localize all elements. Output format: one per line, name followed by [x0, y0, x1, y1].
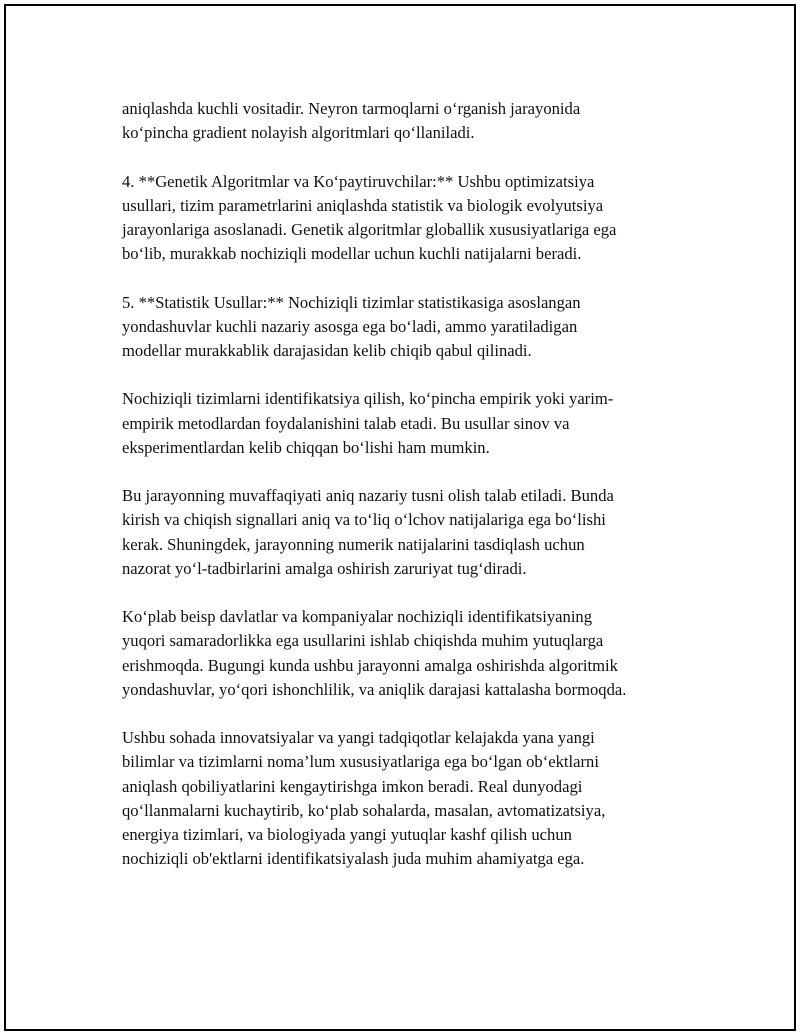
text-line: kerak. Shuningdek, jarayonning numerik natijalarini tasdiqlash uchun: [122, 534, 585, 554]
text-line: bilimlar va tizimlarni noma’lum xususiyatlariga ega bo‘lgan ob‘ektlarni: [122, 752, 599, 772]
paragraph-1: [122, 97, 697, 145]
text-line: usullari, tizim parametrlarini aniqlashda statistik va biologik evolyutsiya: [122, 195, 604, 215]
text-line: energiya tizimlari, va biologiyada yangi yutuqlar kashf qilish uchun: [122, 825, 572, 844]
text-line: eksperimentlardan kelib chiqqan bo‘lishi ham mumkin.: [122, 437, 490, 457]
paragraph-5: [122, 484, 697, 581]
text-line: modellar murakkablik darajasidan kelib chiqib qabul qilinadi.: [122, 341, 532, 360]
text-line: yuqori samaradorlikka ega usullarini ishlab chiqishda muhim yutuqlarga: [122, 631, 604, 651]
text-line: yondashuvlar kuchli nazariy asosga ega bo‘ladi, ammo yaratiladigan: [122, 316, 578, 336]
text-line: kirish va chiqish signallari aniq va to‘liq o‘lchov natijalariga ega bo‘lishi: [122, 510, 606, 530]
text-line: Ushbu sohada innovatsiyalar va yangi tadqiqotlar kelajakda yana yangi: [122, 728, 595, 748]
text-line: Bu jarayonning muvaffaqiyati aniq nazariy tusni olish talab etiladi. Bunda: [122, 486, 614, 506]
text-line: ko‘pincha gradient nolayish algoritmlari qo‘llaniladi.: [122, 123, 475, 143]
text-line: yondashuvlar, yo‘qori ishonchlilik, va aniqlik darajasi kattalasha bormoqda.: [122, 679, 627, 699]
text-line: aniqlashda kuchli vositadir. Neyron tarmoqlarni o‘rganish jarayonida: [122, 99, 581, 118]
paragraph-7: [122, 726, 697, 871]
text-line: nazorat yo‘l-tadbirlarini amalga oshirish zaruriyat tug‘diradi.: [122, 558, 527, 578]
paragraph-6: [122, 605, 697, 702]
text-line: 4. **Genetik Algoritmlar va Ko‘paytiruvchilar:** Ushbu optimizatsiya: [122, 171, 595, 191]
paragraph-3: [122, 291, 697, 364]
page-frame: [4, 4, 796, 1031]
text-line: Ko‘plab beisp davlatlar va kompaniyalar nochiziqli identifikatsiyaning: [122, 607, 593, 627]
paragraph-4: [122, 387, 697, 460]
text-line: 5. **Statistik Usullar:** Nochiziqli tizimlar statistikasiga asoslangan: [122, 292, 581, 312]
text-line: bo‘lib, murakkab nochiziqli modellar uchun kuchli natijalarni beradi.: [122, 244, 582, 264]
paragraph-2: [122, 170, 697, 267]
text-line: Nochiziqli tizimlarni identifikatsiya qilish, ko‘pincha empirik yoki yarim-: [122, 389, 614, 409]
text-line: nochiziqli ob'ektlarni identifikatsiyalash juda muhim ahamiyatga ega.: [122, 849, 585, 869]
text-line: empirik metodlardan foydalanishini talab etadi. Bu usullar sinov va: [122, 413, 570, 433]
text-line: qo‘llanmalarni kuchaytirib, ko‘plab sohalarda, masalan, avtomatizatsiya,: [122, 800, 606, 820]
text-line: erishmoqda. Bugungi kunda ushbu jarayonni amalga oshirishda algoritmik: [122, 655, 618, 675]
text-line: aniqlash qobiliyatlarini kengaytirishga imkon beradi. Real dunyodagi: [122, 776, 583, 796]
document-body: [122, 97, 697, 896]
text-line: jarayonlariga asoslanadi. Genetik algoritmlar globallik xususiyatlariga ega: [122, 220, 617, 239]
